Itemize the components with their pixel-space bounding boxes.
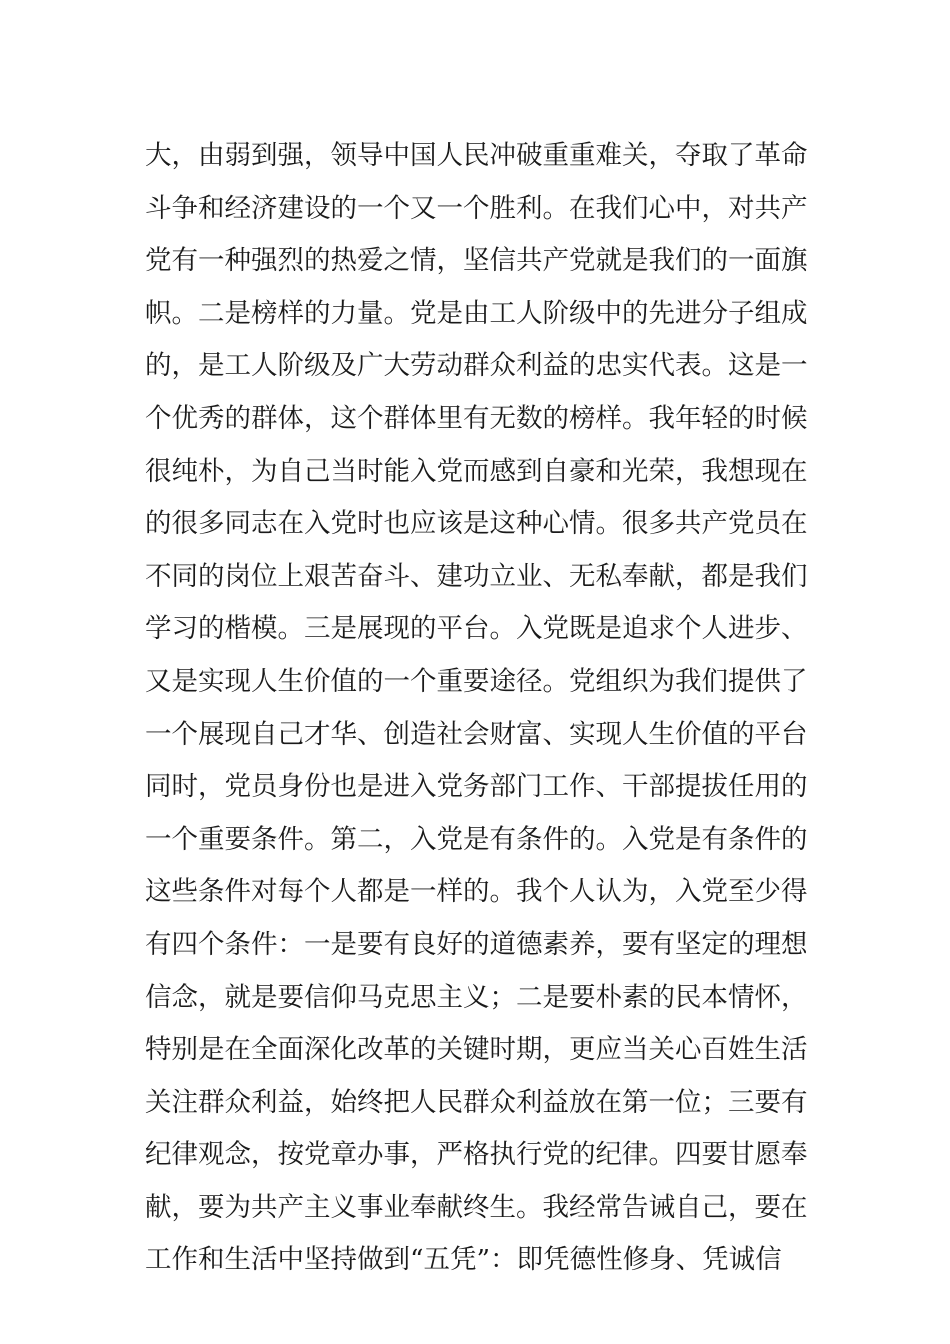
text-line: 学习的楷模。三是展现的平台。入党既是追求个人进步、 xyxy=(145,613,808,645)
text-line: 信念，就是要信仰马克思主义；二是要朴素的民本情怀， xyxy=(145,981,808,1013)
text-line: 纪律观念，按党章办事，严格执行党的纪律。四要甘愿奉 xyxy=(145,1139,808,1171)
text-line: 献，要为共产主义事业奉献终生。我经常告诫自己，要在 xyxy=(145,1191,808,1223)
text-line: 同时，党员身份也是进入党务部门工作、干部提拔任用的 xyxy=(145,771,808,803)
text-line: 斗争和经济建设的一个又一个胜利。在我们心中，对共产 xyxy=(145,192,808,224)
text-line: 的，是工人阶级及广大劳动群众利益的忠实代表。这是一 xyxy=(145,350,808,382)
text-line: 一个展现自己才华、创造社会财富、实现人生价值的平台 xyxy=(145,718,808,750)
text-line: 又是实现人生价值的一个重要途径。党组织为我们提供了 xyxy=(145,665,808,697)
text-line: 特别是在全面深化改革的关键时期，更应当关心百姓生活 xyxy=(145,1034,808,1066)
text-line: 大，由弱到强，领导中国人民冲破重重难关，夺取了革命 xyxy=(145,140,808,171)
text-line: 帜。二是榜样的力量。党是由工人阶级中的先进分子组成 xyxy=(145,297,808,329)
text-line: 很纯朴，为自己当时能入党而感到自豪和光荣，我想现在 xyxy=(145,455,808,487)
text-line: 党有一种强烈的热爱之情，坚信共产党就是我们的一面旗 xyxy=(145,245,808,277)
text-line: 工作和生活中坚持做到“五凭”：即凭德性修身、凭诚信 xyxy=(145,1244,782,1276)
text-line: 关注群众利益，始终把人民群众利益放在第一位；三要有 xyxy=(145,1086,808,1118)
text-line: 不同的岗位上艰苦奋斗、建功立业、无私奉献，都是我们 xyxy=(145,560,808,592)
text-line: 有四个条件：一是要有良好的道德素养，要有坚定的理想 xyxy=(145,928,808,960)
text-line: 这些条件对每个人都是一样的。我个人认为，入党至少得 xyxy=(145,876,808,908)
text-line: 个优秀的群体，这个群体里有无数的榜样。我年轻的时候 xyxy=(145,402,808,434)
body-text xyxy=(145,130,815,1287)
text-line: 一个重要条件。第二，入党是有条件的。入党是有条件的 xyxy=(145,823,808,855)
text-line: 的很多同志在入党时也应该是这种心情。很多共产党员在 xyxy=(145,508,808,540)
